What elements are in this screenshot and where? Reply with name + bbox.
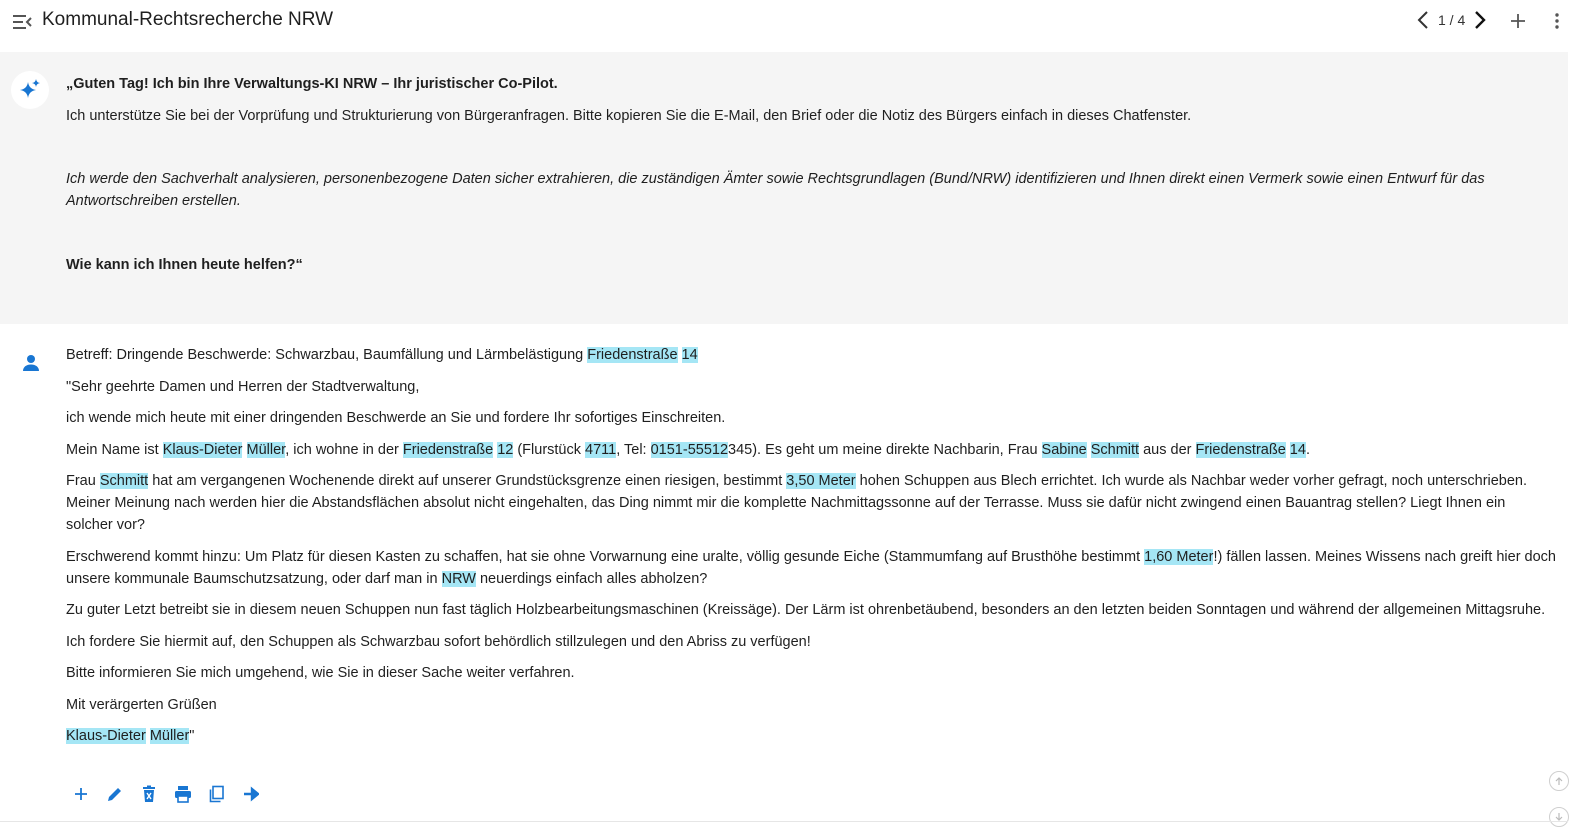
user-request: Bitte informieren Sie mich umgehend, wie Sie in dieser Sache weiter verfahren. — [66, 665, 575, 681]
assistant-intro: Ich unterstütze Sie bei der Vorprüfung und Strukturierung von Bürgeranfragen. Bitte kopieren Sie die E-Mail, den Brief oder die Notiz des Bürgers einfach in dieses Chatfenster. — [66, 108, 1192, 124]
highlight-first-name: Sabine — [1041, 441, 1087, 458]
chevron-left-icon[interactable] — [1412, 8, 1434, 32]
copy-icon[interactable] — [206, 783, 228, 805]
pager-count: 1 / 4 — [1438, 12, 1466, 28]
highlight-house-number: 12 — [497, 441, 514, 458]
print-icon[interactable] — [172, 783, 194, 805]
message-pager — [1412, 8, 1491, 32]
arrow-right-icon[interactable] — [240, 783, 262, 805]
highlight-phone: 0151-55512 — [650, 441, 729, 458]
scroll-up-icon[interactable] — [1549, 771, 1569, 791]
highlight-measurement: 1,60 Meter — [1144, 548, 1214, 565]
assistant-question: Wie kann ich Ihnen heute helfen?“ — [66, 257, 303, 273]
user-tree-paragraph: Erschwerend kommt hinzu: Um Platz für diesen Kasten zu schaffen, hat sie ohne Vorwarnung eine uralte, völlig gesunde Eiche (Stammumfang auf Brusthöhe bestimmt 1,60 Meter!) fällen lassen. Meines Wissens nach greift hier doch unsere kommunale Baumschutzsatzung, oder darf man in NRW neuerdings einfach alles abholzen? — [66, 548, 1556, 587]
menu-collapse-icon[interactable] — [10, 10, 34, 34]
app-title: Kommunal-Rechtsrecherche NRW — [42, 9, 334, 30]
highlight-last-name: Schmitt — [1090, 441, 1140, 458]
user-salutation: "Sehr geehrte Damen und Herren der Stadtverwaltung, — [66, 378, 420, 395]
assistant-greeting: „Guten Tag! Ich bin Ihre Verwaltungs-KI NRW – Ihr juristischer Co-Pilot. — [66, 76, 558, 92]
user-opening: ich wende mich heute mit einer dringenden Beschwerde an Sie und fordere Ihr sofortiges Einschreiten. — [66, 410, 726, 426]
user-demand: Ich fordere Sie hiermit auf, den Schuppen als Schwarzbau sofort behördlich stillzulegen und den Abriss zu verfügen! — [66, 633, 811, 650]
pencil-icon[interactable] — [104, 783, 126, 805]
user-signature: Klaus-Dieter Müller" — [66, 728, 195, 744]
highlight-street: Friedenstraße — [1195, 441, 1286, 458]
divider — [0, 821, 1568, 822]
chevron-right-icon[interactable] — [1469, 8, 1491, 32]
top-bar — [0, 0, 1581, 44]
message-actions — [70, 783, 274, 805]
highlight-house-number: 14 — [681, 347, 698, 363]
user-closing: Mit verärgerten Grüßen — [66, 696, 217, 713]
highlight-measurement: 3,50 Meter — [786, 473, 856, 489]
highlight-street: Friedenstraße — [587, 347, 678, 363]
assistant-message-text — [66, 73, 1546, 276]
delete-icon[interactable] — [138, 783, 160, 805]
highlight-state: NRW — [441, 570, 476, 587]
user-message-text — [66, 344, 1556, 757]
assistant-detail: Ich werde den Sachverhalt analysieren, personenbezogene Daten sicher extrahieren, die zuständigen Ämter sowie Rechtsgrundlagen (Bund/NRW) identifizieren und Ihnen direkt einen Vermerk sowie einen Entwurf für das Antwortschreiben erstellen. — [66, 171, 1485, 209]
more-vertical-icon[interactable] — [1545, 9, 1569, 33]
highlight-last-name: Müller — [149, 728, 190, 744]
person-icon — [19, 351, 43, 375]
sparkle-icon — [11, 71, 49, 109]
user-intro: Mein Name ist Klaus-Dieter Müller, ich wohne in der Friedenstraße 12 (Flurstück 4711, Tel: 0151-55512345). Es geht um meine direkte Nachbarin, Frau Sabine Schmitt aus der Friedenstraße 14. — [66, 441, 1310, 458]
scroll-down-icon[interactable] — [1549, 807, 1569, 827]
plus-icon[interactable] — [70, 783, 92, 805]
user-subject: Betreff: Dringende Beschwerde: Schwarzbau, Baumfällung und Lärmbelästigung Friedenstraße 14 — [66, 347, 698, 363]
highlight-first-name: Klaus-Dieter — [162, 441, 243, 458]
plus-icon[interactable] — [1506, 9, 1530, 33]
highlight-last-name: Müller — [246, 441, 286, 458]
user-shed-paragraph: Frau Schmitt hat am vergangenen Wochenende direkt auf unserer Grundstücksgrenze einen riesigen, bestimmt 3,50 Meter hohen Schuppen aus Blech errichtet. Ich wurde als Nachbar weder vorher gefragt, noch unterschrieben. Meiner Meinung nach werden hier die Abstandsflächen absolut nicht eingehalten, das Ding nimmt mir die komplette Nachmittagssonne auf der Terrasse. Muss sie dafür nicht zwingend einen Bauantrag stellen? Liegt Ihnen ein solcher vor? — [66, 473, 1528, 533]
highlight-street: Friedenstraße — [402, 441, 494, 458]
highlight-last-name: Schmitt — [99, 473, 149, 489]
highlight-parcel: 4711 — [585, 441, 617, 458]
highlight-first-name: Klaus-Dieter — [66, 728, 146, 744]
highlight-house-number: 14 — [1289, 441, 1306, 458]
user-noise-paragraph: Zu guter Letzt betreibt sie in diesem neuen Schuppen nun fast täglich Holzbearbeitungsmaschinen (Kreissäge). Der Lärm ist ohrenbetäubend, besonders an den letzten beiden Sonntagen und während der allgemeinen Mittagsruhe. — [66, 602, 1546, 618]
